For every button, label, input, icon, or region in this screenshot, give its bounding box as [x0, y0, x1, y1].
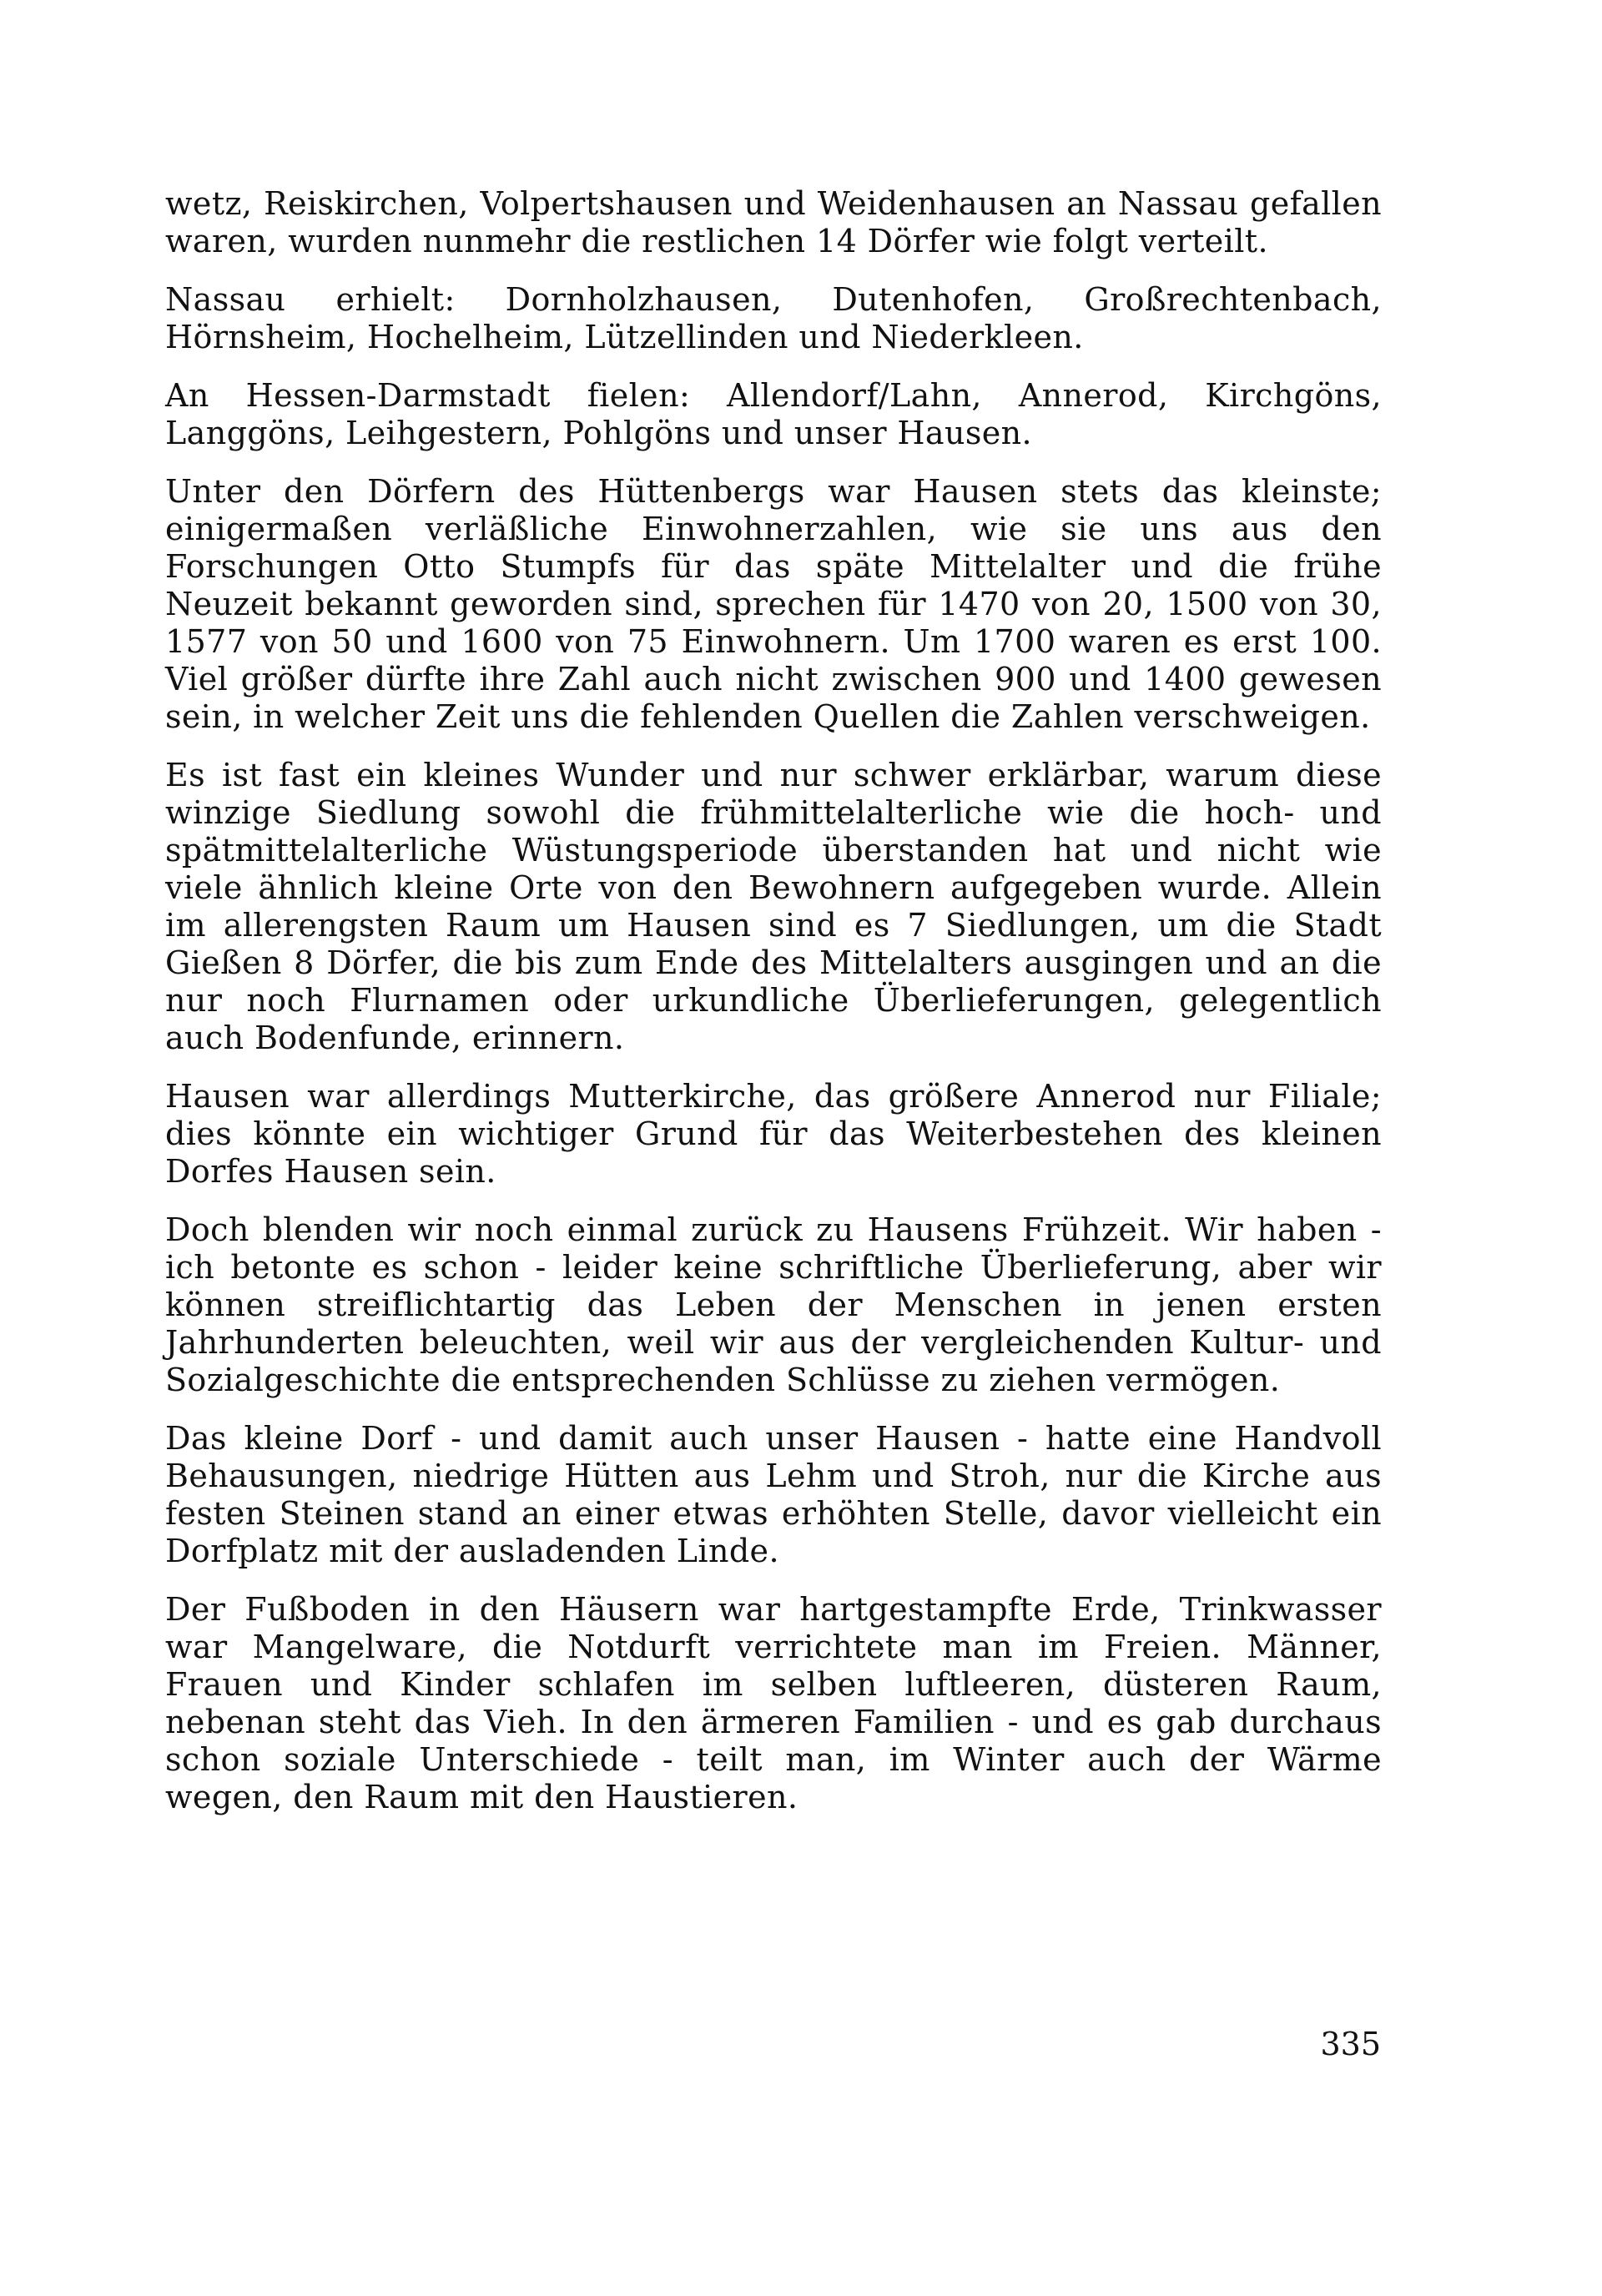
paragraph-6: Hausen war allerdings Mutterkirche, das größere Annerod nur Filiale; dies könnte ein wichtiger Grund für das Weiterbestehen des kleinen Dorfes Hausen sein.: [165, 1078, 1382, 1190]
body-text: [165, 185, 1382, 1837]
paragraph-9: Der Fußboden in den Häusern war hartgestampfte Erde, Trinkwasser war Mangelware, die Notdurft verrichtete man im Freien. Männer, Frauen und Kinder schlafen im selben luftleeren, düsteren Raum, nebenan steht das Vieh. In den ärmeren Familien - und es gab durchaus schon soziale Unterschiede - teilt man, im Winter auch der Wärme wegen, den Raum mit den Haustieren.: [165, 1591, 1382, 1815]
paragraph-1: wetz, Reiskirchen, Volpertshausen und Weidenhausen an Nassau gefallen waren, wurden nunmehr die restlichen 14 Dörfer wie folgt verteilt.: [165, 185, 1382, 259]
paragraph-5: Es ist fast ein kleines Wunder und nur schwer erklärbar, warum diese winzige Siedlung sowohl die frühmittelalterliche wie die hoch- und spätmittelalterliche Wüstungsperiode überstanden hat und nicht wie viele ähnlich kleine Orte von den Bewohnern aufgegeben wurde. Allein im allerengsten Raum um Hausen sind es 7 Siedlungen, um die Stadt Gießen 8 Dörfer, die bis zum Ende des Mittelalters ausgingen und an die nur noch Flurnamen oder urkundliche Überlieferungen, gelegentlich auch Bodenfunde, erinnern.: [165, 757, 1382, 1056]
paragraph-2: Nassau erhielt: Dornholzhausen, Dutenhofen, Großrechtenbach, Hörnsheim, Hochelheim, Lützellinden und Niederkleen.: [165, 281, 1382, 355]
paragraph-4: Unter den Dörfern des Hüttenbergs war Hausen stets das kleinste; einigermaßen verläßliche Einwohnerzahlen, wie sie uns aus den Forschungen Otto Stumpfs für das späte Mittelalter und die frühe Neuzeit bekannt geworden sind, sprechen für 1470 von 20, 1500 von 30, 1577 von 50 und 1600 von 75 Einwohnern. Um 1700 waren es erst 100. Viel größer dürfte ihre Zahl auch nicht zwischen 900 und 1400 gewesen sein, in welcher Zeit uns die fehlenden Quellen die Zahlen verschweigen.: [165, 473, 1382, 735]
paragraph-7: Doch blenden wir noch einmal zurück zu Hausens Frühzeit. Wir haben - ich betonte es schon - leider keine schriftliche Überlieferung, aber wir können streiflichtartig das Leben der Menschen in jenen ersten Jahrhunderten beleuchten, weil wir aus der vergleichenden Kultur- und Sozialgeschichte die entsprechenden Schlüsse zu ziehen vermögen.: [165, 1211, 1382, 1398]
page-number: 335: [1320, 2026, 1381, 2062]
paragraph-3: An Hessen-Darmstadt fielen: Allendorf/Lahn, Annerod, Kirchgöns, Langgöns, Leihgestern, Pohlgöns und unser Hausen.: [165, 377, 1382, 451]
paragraph-8: Das kleine Dorf - und damit auch unser Hausen - hatte eine Handvoll Behausungen, niedrige Hütten aus Lehm und Stroh, nur die Kirche aus festen Steinen stand an einer etwas erhöhten Stelle, davor vielleicht ein Dorfplatz mit der ausladenden Linde.: [165, 1420, 1382, 1569]
